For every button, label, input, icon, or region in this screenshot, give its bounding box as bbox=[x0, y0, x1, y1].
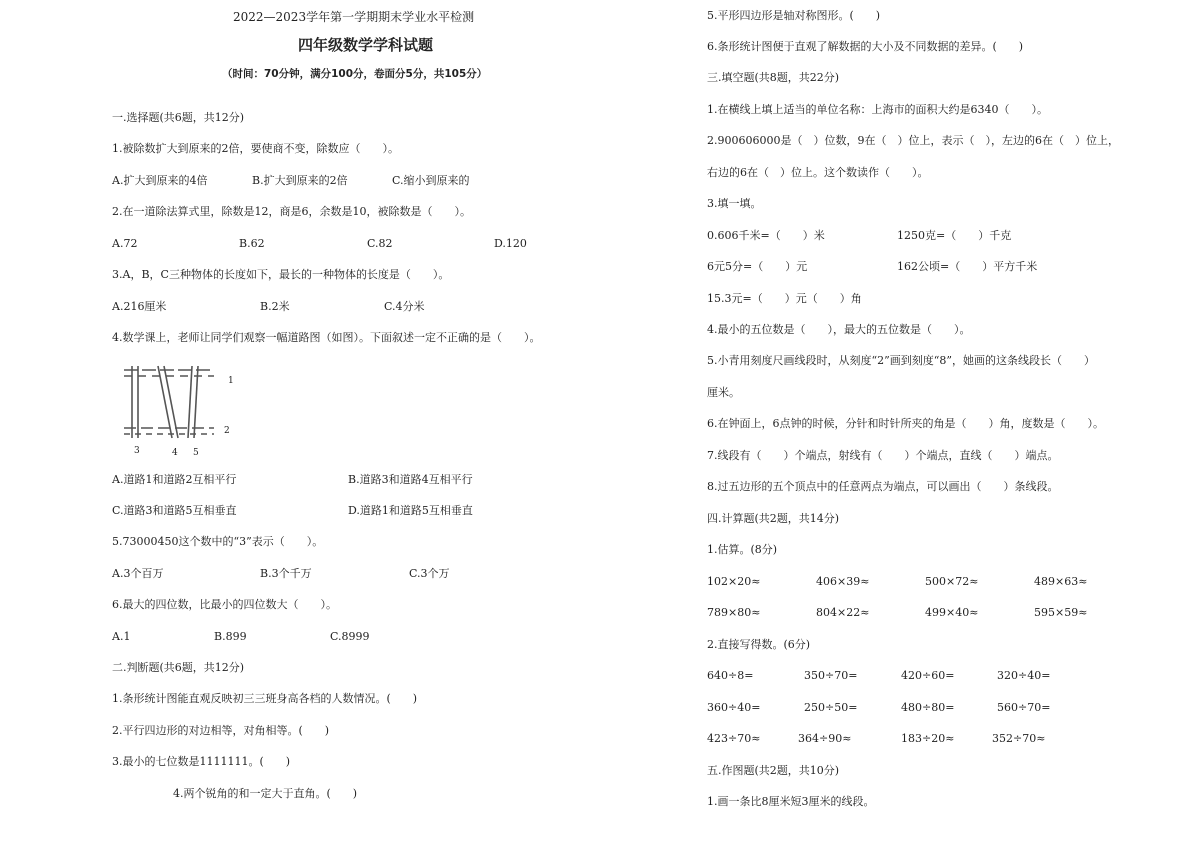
s4-q2-r2-c1: 360÷40= bbox=[707, 701, 761, 714]
s3-q2-line1: 2.900606000是（ ）位数，9在（ ）位上，表示（ ），左边的6在（ ）位上， bbox=[707, 134, 1119, 147]
s5-q1: 1.画一条比8厘米短3厘米的线段。 bbox=[707, 795, 875, 808]
s3-q3-item3: 6元5分=（ ）元 bbox=[707, 260, 808, 273]
s1-q2-opt-c: C.82 bbox=[367, 237, 393, 250]
section4-heading: 四.计算题(共2题，共14分) bbox=[707, 512, 840, 525]
s1-q4-opt-c: C.道路3和道路5互相垂直 bbox=[112, 504, 237, 517]
s1-q2-opt-b: B.62 bbox=[239, 237, 265, 250]
s1-q2-opt-a: A.72 bbox=[112, 237, 138, 250]
s1-q1-opt-b: B.扩大到原来的2倍 bbox=[252, 174, 348, 187]
s2-q5: 5.平形四边形是轴对称图形。( ) bbox=[707, 9, 881, 22]
s4-q1-r1-c4: 489×63≈ bbox=[1034, 575, 1088, 588]
s2-q4: 4.两个锐角的和一定大于直角。( ) bbox=[173, 787, 358, 800]
s1-q3-opt-a: A.216厘米 bbox=[112, 300, 167, 313]
s3-q6: 6.在钟面上，6点钟的时候，分针和时针所夹的角是（ ）角，度数是（ ）。 bbox=[707, 417, 1104, 430]
s4-q1-r2-c4: 595×59≈ bbox=[1034, 606, 1088, 619]
road-label-1: 1 bbox=[228, 376, 234, 386]
s1-q1: 1.被除数扩大到原来的2倍，要使商不变，除数应（ ）。 bbox=[112, 142, 399, 155]
s1-q2-opt-d: D.120 bbox=[494, 237, 527, 250]
s1-q1-opt-c: C.缩小到原来的 bbox=[392, 174, 470, 187]
s3-q5-line1: 5.小青用刻度尺画线段时，从刻度“2”画到刻度“8”，她画的这条线段长（ ） bbox=[707, 354, 1095, 367]
s1-q5-opt-a: A.3个百万 bbox=[112, 567, 164, 580]
s1-q3-opt-b: B.2米 bbox=[260, 300, 290, 313]
s4-q2-r2-c2: 250÷50= bbox=[804, 701, 858, 714]
exam-title: 四年级数学学科试题 bbox=[298, 36, 434, 54]
s1-q3: 3.A，B，C三种物体的长度如下，最长的一种物体的长度是（ ）。 bbox=[112, 268, 450, 281]
s2-q2: 2.平行四边形的对边相等，对角相等。( ) bbox=[112, 724, 330, 737]
s4-q1: 1.估算。(8分) bbox=[707, 543, 778, 556]
s4-q1-r1-c3: 500×72≈ bbox=[925, 575, 979, 588]
s4-q2-r3-c4: 352÷70≈ bbox=[992, 732, 1046, 745]
s1-q2: 2.在一道除法算式里，除数是12，商是6，余数是10，被除数是（ ）。 bbox=[112, 205, 471, 218]
s4-q2-r2-c3: 480÷80= bbox=[901, 701, 955, 714]
s2-q1: 1.条形统计图能直观反映初三三班身高各档的人数情况。( ) bbox=[112, 692, 418, 705]
s1-q5-opt-b: B.3个千万 bbox=[260, 567, 312, 580]
s4-q2-r2-c4: 560÷70= bbox=[997, 701, 1051, 714]
s1-q3-opt-c: C.4分米 bbox=[384, 300, 425, 313]
s1-q5: 5.73000450这个数中的“3”表示（ ）。 bbox=[112, 535, 324, 548]
exam-note: （时间：70分钟，满分100分，卷面分5分，共105分） bbox=[222, 68, 488, 80]
s3-q3-item1: 0.606千米=（ ）米 bbox=[707, 229, 825, 242]
s2-q6: 6.条形统计图便于直观了解数据的大小及不同数据的差异。( ) bbox=[707, 40, 1024, 53]
s1-q6: 6.最大的四位数，比最小的四位数大（ ）。 bbox=[112, 598, 337, 611]
road-label-2: 2 bbox=[224, 426, 230, 436]
s4-q1-r2-c3: 499×40≈ bbox=[925, 606, 979, 619]
s4-q2-r1-c1: 640÷8= bbox=[707, 669, 754, 682]
road-label-4: 4 bbox=[172, 448, 178, 458]
s3-q1: 1.在横线上填上适当的单位名称：上海市的面积大约是6340（ ）。 bbox=[707, 103, 1048, 116]
section1-heading: 一.选择题(共6题，共12分) bbox=[112, 111, 245, 124]
section3-heading: 三.填空题(共8题，共22分) bbox=[707, 71, 840, 84]
s1-q6-opt-b: B.899 bbox=[214, 630, 247, 643]
s1-q6-opt-c: C.8999 bbox=[330, 630, 370, 643]
road-map-figure bbox=[120, 362, 240, 458]
s4-q2: 2.直接写得数。(6分) bbox=[707, 638, 811, 651]
s4-q1-r2-c1: 789×80≈ bbox=[707, 606, 761, 619]
s4-q2-r3-c2: 364÷90≈ bbox=[798, 732, 852, 745]
road-label-3: 3 bbox=[134, 446, 140, 456]
s1-q6-opt-a: A.1 bbox=[112, 630, 131, 643]
s1-q4: 4.数学课上，老师让同学们观察一幅道路图（如图）。下面叙述一定不正确的是（ ）。 bbox=[112, 331, 541, 344]
s2-q3: 3.最小的七位数是1111111。( ) bbox=[112, 755, 291, 768]
s3-q3-item2: 1250克=（ ）千克 bbox=[897, 229, 1012, 242]
s4-q1-r1-c1: 102×20≈ bbox=[707, 575, 761, 588]
road-label-5: 5 bbox=[193, 448, 199, 458]
s1-q5-opt-c: C.3个万 bbox=[409, 567, 450, 580]
s4-q2-r3-c3: 183÷20≈ bbox=[901, 732, 955, 745]
s1-q1-opt-a: A.扩大到原来的4倍 bbox=[112, 174, 208, 187]
s3-q8: 8.过五边形的五个顶点中的任意两点为端点，可以画出（ ）条线段。 bbox=[707, 480, 1059, 493]
s3-q3-item4: 162公顷=（ ）平方千米 bbox=[897, 260, 1038, 273]
s4-q2-r1-c4: 320÷40= bbox=[997, 669, 1051, 682]
s1-q4-opt-a: A.道路1和道路2互相平行 bbox=[112, 473, 237, 486]
s1-q4-opt-d: D.道路1和道路5互相垂直 bbox=[348, 504, 473, 517]
s4-q1-r1-c2: 406×39≈ bbox=[816, 575, 870, 588]
exam-school-year: 2022—2023学年第一学期期末学业水平检测 bbox=[233, 10, 475, 24]
s3-q4: 4.最小的五位数是（ ），最大的五位数是（ ）。 bbox=[707, 323, 971, 336]
s3-q3: 3.填一填。 bbox=[707, 197, 762, 210]
s3-q2-line2: 右边的6在（ ）位上。这个数读作（ ）。 bbox=[707, 166, 929, 179]
s4-q2-r3-c1: 423÷70≈ bbox=[707, 732, 761, 745]
s1-q4-opt-b: B.道路3和道路4互相平行 bbox=[348, 473, 473, 486]
s4-q2-r1-c3: 420÷60= bbox=[901, 669, 955, 682]
s4-q2-r1-c2: 350÷70= bbox=[804, 669, 858, 682]
s3-q7: 7.线段有（ ）个端点，射线有（ ）个端点，直线（ ）端点。 bbox=[707, 449, 1059, 462]
s3-q5-line2: 厘米。 bbox=[707, 386, 740, 399]
s3-q3-item5: 15.3元=（ ）元（ ）角 bbox=[707, 292, 862, 305]
s4-q1-r2-c2: 804×22≈ bbox=[816, 606, 870, 619]
section2-heading: 二.判断题(共6题，共12分) bbox=[112, 661, 245, 674]
section5-heading: 五.作图题(共2题，共10分) bbox=[707, 764, 840, 777]
